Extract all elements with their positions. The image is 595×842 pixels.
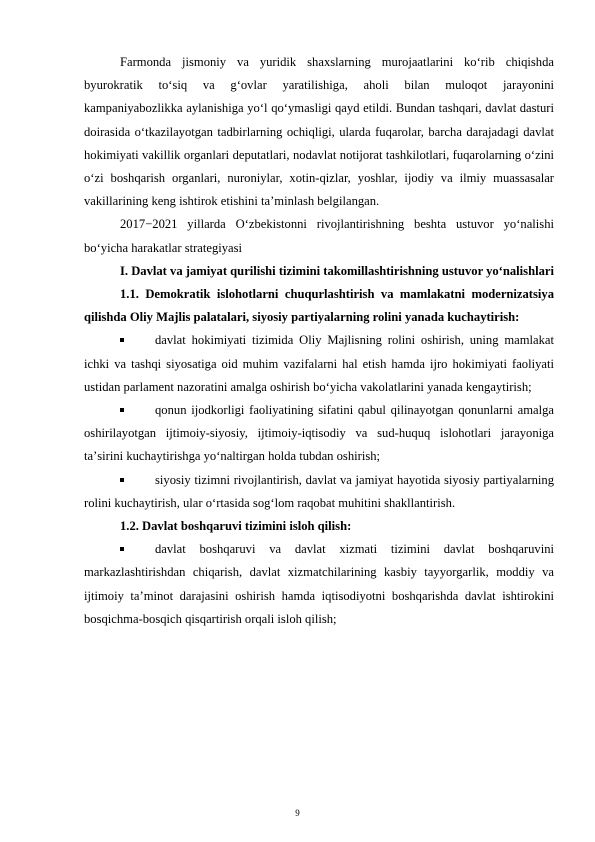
subsection-heading-1-1: 1.1. Demokratik islohotlarni chuqurlashtirish va mamlakatni modernizatsiya qilishda Oliy Majlis palatalari, siyosiy partiyalarning rolini yanada kuchaytirish: (84, 287, 554, 325)
list-item (84, 329, 554, 399)
bullet-icon (120, 338, 124, 342)
list-item-text: siyosiy tizimni rivojlantirish, davlat va jamiyat hayotida siyosiy partiyalarning rolini kuchaytirish, ular oʻrtasida sogʻlom raqobat muhitini shakllantirish. (84, 472, 554, 510)
bullet-icon (120, 478, 124, 482)
list-item (84, 538, 554, 631)
list-item (84, 469, 554, 515)
bullet-icon (120, 547, 124, 551)
bullet-icon (120, 408, 124, 412)
list-item-text: davlat boshqaruvi va davlat xizmati tizimini davlat boshqaruvini markazlashtirishdan chiqarish, davlat xizmatchilarining kasbiy tayyorgarlik, moddiy va ijtimoiy taʼminot darajasini oshirish hamda iqtisodiyotni boshqarishda davlat ishtirokini bosqichma-bosqich qisqartirish orqali isloh qilish; (84, 542, 554, 626)
paragraph-intro: Farmonda jismoniy va yuridik shaxslarning murojaatlarini koʻrib chiqishda byurokratik toʻsiq va gʻovlar yaratilishiga, aholi bilan muloqot jarayonini kampaniyabozlikka aylanishiga yoʻl qoʻymasligi qayd etildi. Bundan tashqari, davlat dasturi doirasida oʻtkazilayotgan tadbirlarning ochiqligi, ularda fuqarolar, barcha darajadagi davlat hokimiyati vakillik organlari deputatlari, nodavlat notijorat tashkilotlari, fuqarolarning oʻzini oʻzi boshqarish organlari, nuroniylar, xotin-qizlar, yoshlar, ijodiy va ilmiy muassasalar vakillarining keng ishtirok etishini taʼminlash belgilangan. (84, 55, 554, 209)
subsection-heading-1-2: 1.2. Davlat boshqaruvi tizimini isloh qilish: (120, 519, 352, 534)
list-item-text: qonun ijodkorligi faoliyatining sifatini qabul qilinayotgan qonunlarni amalga oshirilayotgan ijtimoiy-siyosiy, ijtimoiy-iqtisodiy va sud-huquq islohotlari jarayoniga taʼsirini kuchaytirishga yoʻnaltirgan holda tubdan oshirish; (84, 403, 554, 464)
page-body (84, 51, 554, 631)
list-item (84, 399, 554, 469)
page-number: 9 (295, 808, 300, 818)
section-heading-1: I. Davlat va jamiyat qurilishi tizimini takomillashtirishning ustuvor yoʻnalishlari (120, 263, 554, 278)
paragraph-strategy: 2017−2021 yillarda Oʻzbekistonni rivojlantirishning beshta ustuvor yoʻnalishi boʻyicha harakatlar strategiyasi (84, 217, 554, 255)
list-item-text: davlat hokimiyati tizimida Oliy Majlisning rolini oshirish, uning mamlakat ichki va tashqi siyosatiga oid muhim vazifalarni hal etish hamda ijro hokimiyati faoliyati ustidan parlament nazoratini amalga oshirish boʻyicha vakolatlarini yanada kengaytirish; (84, 333, 554, 394)
